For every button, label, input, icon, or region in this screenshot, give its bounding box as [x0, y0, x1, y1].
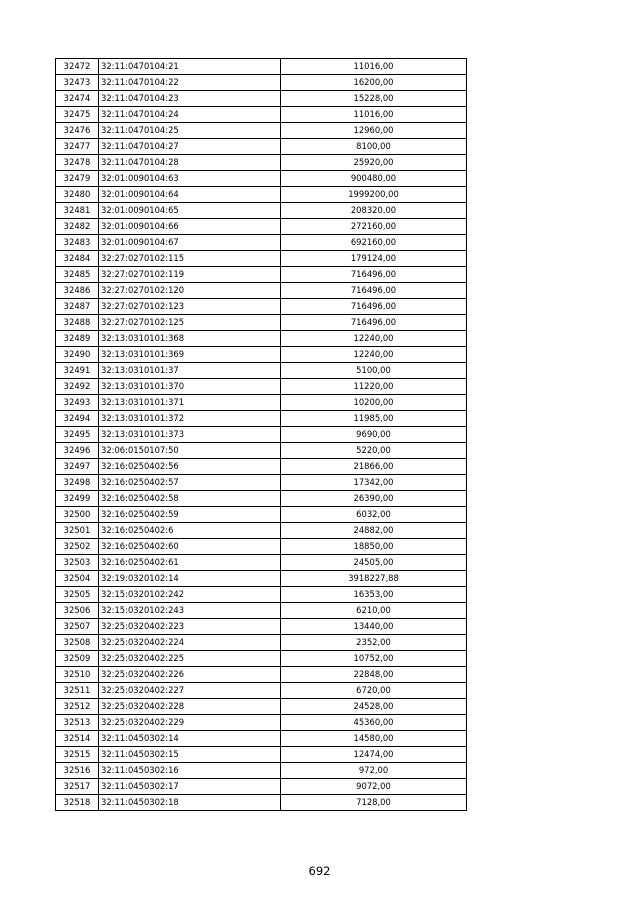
row-number-cell: 32498 — [56, 475, 99, 491]
cadastral-number-cell: 32:16:0250402:60 — [99, 539, 281, 555]
table-row — [56, 299, 467, 315]
row-number-cell: 32515 — [56, 747, 99, 763]
cadastral-number-cell: 32:16:0250402:58 — [99, 491, 281, 507]
table-row — [56, 683, 467, 699]
table-row — [56, 123, 467, 139]
row-number-cell: 32496 — [56, 443, 99, 459]
value-cell: 5100,00 — [281, 363, 467, 379]
table-row — [56, 779, 467, 795]
cadastral-number-cell: 32:13:0310101:370 — [99, 379, 281, 395]
table-row — [56, 171, 467, 187]
table-row — [56, 651, 467, 667]
table-row — [56, 235, 467, 251]
cadastral-number-cell: 32:01:0090104:67 — [99, 235, 281, 251]
row-number-cell: 32486 — [56, 283, 99, 299]
value-cell: 9690,00 — [281, 427, 467, 443]
row-number-cell: 32485 — [56, 267, 99, 283]
value-cell: 18850,00 — [281, 539, 467, 555]
value-cell: 11016,00 — [281, 59, 467, 75]
cadastral-number-cell: 32:06:0150107:50 — [99, 443, 281, 459]
cadastral-number-cell: 32:25:0320402:225 — [99, 651, 281, 667]
table-row — [56, 411, 467, 427]
value-cell: 692160,00 — [281, 235, 467, 251]
table-row — [56, 59, 467, 75]
cadastral-number-cell: 32:13:0310101:37 — [99, 363, 281, 379]
value-cell: 16353,00 — [281, 587, 467, 603]
value-cell: 272160,00 — [281, 219, 467, 235]
row-number-cell: 32510 — [56, 667, 99, 683]
value-cell: 25920,00 — [281, 155, 467, 171]
row-number-cell: 32481 — [56, 203, 99, 219]
row-number-cell: 32482 — [56, 219, 99, 235]
cadastral-number-cell: 32:25:0320402:228 — [99, 699, 281, 715]
table-row — [56, 619, 467, 635]
table-row — [56, 283, 467, 299]
table-row — [56, 363, 467, 379]
value-cell: 11985,00 — [281, 411, 467, 427]
row-number-cell: 32477 — [56, 139, 99, 155]
value-cell: 3918227,88 — [281, 571, 467, 587]
cadastral-number-cell: 32:01:0090104:64 — [99, 187, 281, 203]
value-cell: 13440,00 — [281, 619, 467, 635]
value-cell: 16200,00 — [281, 75, 467, 91]
table-row — [56, 395, 467, 411]
table-row — [56, 763, 467, 779]
value-cell: 10752,00 — [281, 651, 467, 667]
value-cell: 15228,00 — [281, 91, 467, 107]
cadastral-number-cell: 32:11:0450302:16 — [99, 763, 281, 779]
table-row — [56, 331, 467, 347]
row-number-cell: 32499 — [56, 491, 99, 507]
table-row — [56, 475, 467, 491]
row-number-cell: 32489 — [56, 331, 99, 347]
table-row — [56, 555, 467, 571]
table-row — [56, 635, 467, 651]
value-cell: 716496,00 — [281, 283, 467, 299]
value-cell: 24882,00 — [281, 523, 467, 539]
value-cell: 24528,00 — [281, 699, 467, 715]
cadastral-number-cell: 32:11:0470104:25 — [99, 123, 281, 139]
row-number-cell: 32483 — [56, 235, 99, 251]
row-number-cell: 32518 — [56, 795, 99, 811]
value-cell: 208320,00 — [281, 203, 467, 219]
cadastral-number-cell: 32:25:0320402:224 — [99, 635, 281, 651]
value-cell: 716496,00 — [281, 267, 467, 283]
row-number-cell: 32508 — [56, 635, 99, 651]
cadastral-number-cell: 32:11:0450302:18 — [99, 795, 281, 811]
cadastral-number-cell: 32:27:0270102:123 — [99, 299, 281, 315]
row-number-cell: 32513 — [56, 715, 99, 731]
value-cell: 45360,00 — [281, 715, 467, 731]
value-cell: 1999200,00 — [281, 187, 467, 203]
row-number-cell: 32505 — [56, 587, 99, 603]
cadastral-number-cell: 32:27:0270102:120 — [99, 283, 281, 299]
table-row — [56, 251, 467, 267]
value-cell: 24505,00 — [281, 555, 467, 571]
cadastral-number-cell: 32:11:0470104:27 — [99, 139, 281, 155]
row-number-cell: 32497 — [56, 459, 99, 475]
table-row — [56, 523, 467, 539]
table-row — [56, 539, 467, 555]
cadastral-number-cell: 32:16:0250402:6 — [99, 523, 281, 539]
value-cell: 6210,00 — [281, 603, 467, 619]
table-row — [56, 107, 467, 123]
cadastral-number-cell: 32:19:0320102:14 — [99, 571, 281, 587]
cadastral-number-cell: 32:27:0270102:115 — [99, 251, 281, 267]
table-row — [56, 75, 467, 91]
cadastral-number-cell: 32:16:0250402:57 — [99, 475, 281, 491]
value-cell: 179124,00 — [281, 251, 467, 267]
table-row — [56, 315, 467, 331]
row-number-cell: 32488 — [56, 315, 99, 331]
row-number-cell: 32514 — [56, 731, 99, 747]
row-number-cell: 32494 — [56, 411, 99, 427]
cadastral-number-cell: 32:15:0320102:242 — [99, 587, 281, 603]
value-cell: 21866,00 — [281, 459, 467, 475]
value-cell: 12240,00 — [281, 331, 467, 347]
table-row — [56, 203, 467, 219]
row-number-cell: 32517 — [56, 779, 99, 795]
value-cell: 8100,00 — [281, 139, 467, 155]
cadastral-number-cell: 32:01:0090104:66 — [99, 219, 281, 235]
cadastral-number-cell: 32:11:0450302:14 — [99, 731, 281, 747]
value-cell: 12474,00 — [281, 747, 467, 763]
row-number-cell: 32509 — [56, 651, 99, 667]
row-number-cell: 32484 — [56, 251, 99, 267]
cadastral-number-cell: 32:25:0320402:227 — [99, 683, 281, 699]
table-row — [56, 715, 467, 731]
cadastral-number-cell: 32:27:0270102:119 — [99, 267, 281, 283]
table-row — [56, 795, 467, 811]
cadastral-number-cell: 32:25:0320402:226 — [99, 667, 281, 683]
value-cell: 11220,00 — [281, 379, 467, 395]
table-row — [56, 507, 467, 523]
cadastral-number-cell: 32:11:0470104:21 — [99, 59, 281, 75]
cadastral-number-cell: 32:27:0270102:125 — [99, 315, 281, 331]
value-cell: 716496,00 — [281, 315, 467, 331]
table-row — [56, 443, 467, 459]
row-number-cell: 32506 — [56, 603, 99, 619]
cadastral-number-cell: 32:16:0250402:61 — [99, 555, 281, 571]
row-number-cell: 32495 — [56, 427, 99, 443]
value-cell: 6720,00 — [281, 683, 467, 699]
row-number-cell: 32474 — [56, 91, 99, 107]
row-number-cell: 32511 — [56, 683, 99, 699]
row-number-cell: 32507 — [56, 619, 99, 635]
cadastral-number-cell: 32:15:0320102:243 — [99, 603, 281, 619]
table-row — [56, 731, 467, 747]
value-cell: 11016,00 — [281, 107, 467, 123]
cadastral-number-cell: 32:16:0250402:56 — [99, 459, 281, 475]
table-row — [56, 379, 467, 395]
cadastral-number-cell: 32:13:0310101:371 — [99, 395, 281, 411]
row-number-cell: 32516 — [56, 763, 99, 779]
table-row — [56, 667, 467, 683]
cadastral-number-cell: 32:11:0470104:28 — [99, 155, 281, 171]
cadastral-number-cell: 32:11:0450302:17 — [99, 779, 281, 795]
value-cell: 7128,00 — [281, 795, 467, 811]
value-cell: 26390,00 — [281, 491, 467, 507]
value-cell: 972,00 — [281, 763, 467, 779]
row-number-cell: 32487 — [56, 299, 99, 315]
table-row — [56, 139, 467, 155]
table-row — [56, 459, 467, 475]
cadastral-number-cell: 32:13:0310101:368 — [99, 331, 281, 347]
cadastral-number-cell: 32:01:0090104:65 — [99, 203, 281, 219]
row-number-cell: 32502 — [56, 539, 99, 555]
page-number: 692 — [308, 864, 331, 878]
cadastral-number-cell: 32:25:0320402:223 — [99, 619, 281, 635]
cadastral-number-cell: 32:13:0310101:373 — [99, 427, 281, 443]
table-row — [56, 347, 467, 363]
table-row — [56, 699, 467, 715]
value-cell: 17342,00 — [281, 475, 467, 491]
records-table-body — [56, 59, 467, 811]
value-cell: 10200,00 — [281, 395, 467, 411]
value-cell: 12240,00 — [281, 347, 467, 363]
value-cell: 900480,00 — [281, 171, 467, 187]
cadastral-number-cell: 32:11:0450302:15 — [99, 747, 281, 763]
cadastral-number-cell: 32:13:0310101:369 — [99, 347, 281, 363]
row-number-cell: 32493 — [56, 395, 99, 411]
row-number-cell: 32501 — [56, 523, 99, 539]
row-number-cell: 32479 — [56, 171, 99, 187]
table-row — [56, 587, 467, 603]
row-number-cell: 32480 — [56, 187, 99, 203]
cadastral-number-cell: 32:13:0310101:372 — [99, 411, 281, 427]
table-row — [56, 187, 467, 203]
table-row — [56, 603, 467, 619]
row-number-cell: 32491 — [56, 363, 99, 379]
row-number-cell: 32500 — [56, 507, 99, 523]
cadastral-number-cell: 32:16:0250402:59 — [99, 507, 281, 523]
row-number-cell: 32503 — [56, 555, 99, 571]
cadastral-number-cell: 32:11:0470104:24 — [99, 107, 281, 123]
value-cell: 716496,00 — [281, 299, 467, 315]
value-cell: 5220,00 — [281, 443, 467, 459]
records-table — [55, 58, 467, 811]
value-cell: 22848,00 — [281, 667, 467, 683]
row-number-cell: 32476 — [56, 123, 99, 139]
row-number-cell: 32473 — [56, 75, 99, 91]
table-row — [56, 571, 467, 587]
cadastral-number-cell: 32:11:0470104:22 — [99, 75, 281, 91]
row-number-cell: 32492 — [56, 379, 99, 395]
value-cell: 9072,00 — [281, 779, 467, 795]
cadastral-number-cell: 32:25:0320402:229 — [99, 715, 281, 731]
table-row — [56, 747, 467, 763]
table-row — [56, 91, 467, 107]
table-row — [56, 491, 467, 507]
value-cell: 14580,00 — [281, 731, 467, 747]
value-cell: 2352,00 — [281, 635, 467, 651]
cadastral-number-cell: 32:11:0470104:23 — [99, 91, 281, 107]
cadastral-number-cell: 32:01:0090104:63 — [99, 171, 281, 187]
table-row — [56, 155, 467, 171]
row-number-cell: 32472 — [56, 59, 99, 75]
table-row — [56, 267, 467, 283]
value-cell: 12960,00 — [281, 123, 467, 139]
row-number-cell: 32475 — [56, 107, 99, 123]
row-number-cell: 32490 — [56, 347, 99, 363]
row-number-cell: 32478 — [56, 155, 99, 171]
table-row — [56, 427, 467, 443]
row-number-cell: 32512 — [56, 699, 99, 715]
table-row — [56, 219, 467, 235]
row-number-cell: 32504 — [56, 571, 99, 587]
value-cell: 6032,00 — [281, 507, 467, 523]
